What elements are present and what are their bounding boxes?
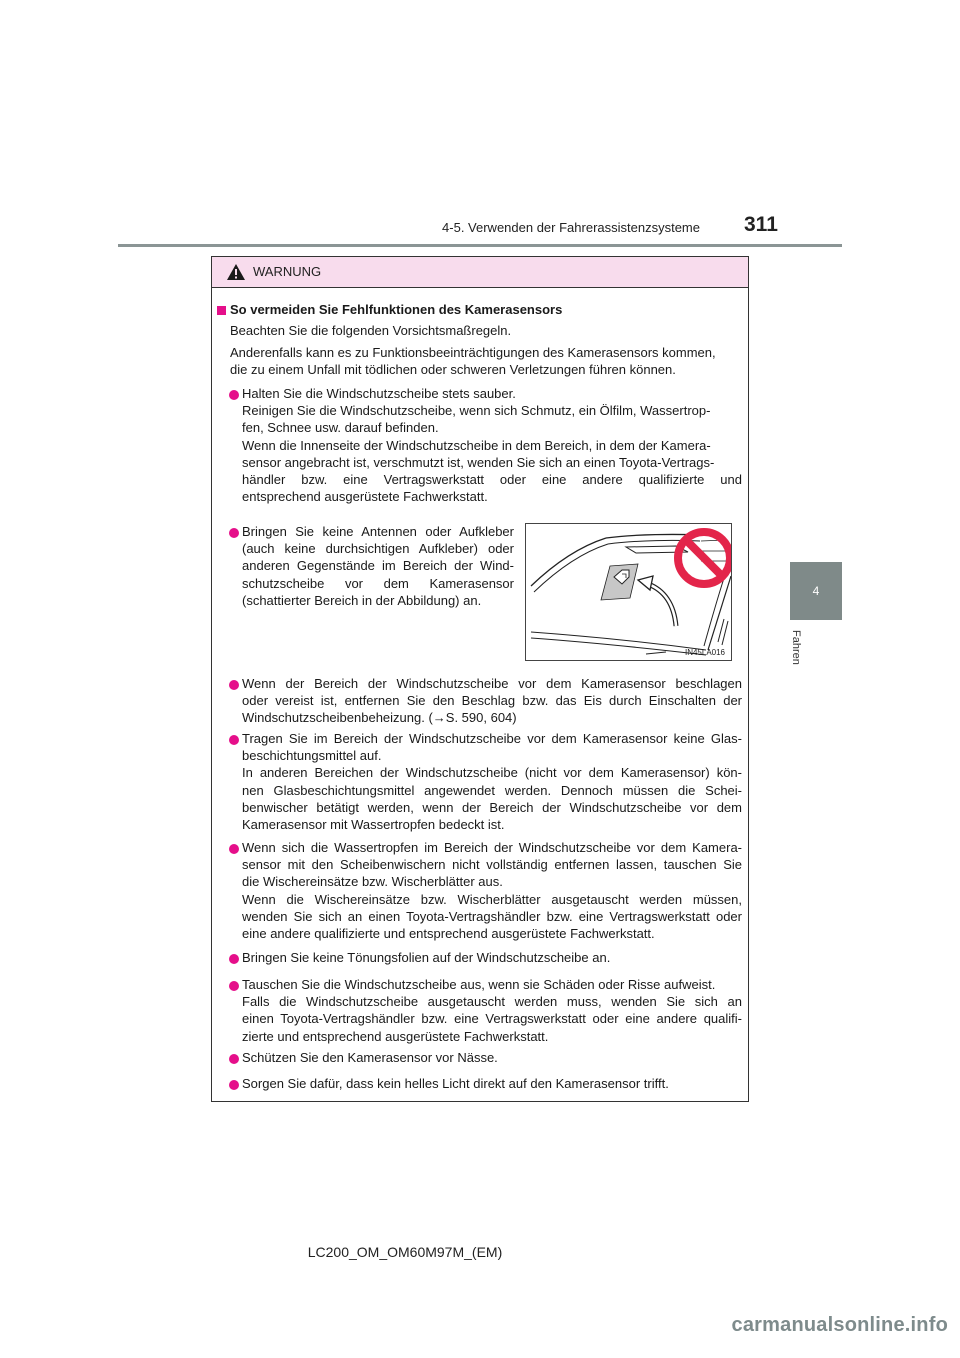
- warning-header: [212, 257, 748, 288]
- bullet-dot: [229, 1080, 239, 1090]
- section-header: 4-5. Verwenden der Fahrerassistenzsysteme: [442, 220, 700, 235]
- page-number: 311: [744, 213, 778, 236]
- bullet-glass-coating: Tragen Sie im Bereich der Windschutzscheibe vor dem Kamerasensor keine Glas- beschichtungsmittel auf. In anderen Bereichen der Windschutzscheibe (nicht vor dem Kamerasensor) kön- nen Glasbeschichtungsmittel angewendet werden. Dennoch müssen die Schei- benwischer betätigt werden, wenn der Bereich der Windschutzscheibe vor dem Kamerasensor mit Wassertropfen bedeckt ist.: [242, 731, 742, 833]
- warning-title: WARNUNG: [253, 264, 322, 279]
- bullet-dot: [229, 735, 239, 745]
- bullet-wiper-blades: Wenn sich die Wassertropfen im Bereich der Windschutzscheibe vor dem Kamera- sensor mit den Scheibenwischern nicht vollständig entfernen lassen, tauschen Sie die Wischereinsätze bzw. Wischerblätter aus. Wenn die Wischereinsätze bzw. Wischerblätter ausgetauscht werden müssen, wenden Sie sich an einen Toyota-Vertragshändler bzw. eine Vertragswerkstatt oder eine andere qualifizierte und entsprechend ausgerüstete Fachwerkstatt.: [242, 840, 742, 942]
- figure-id: IN45LA016: [684, 648, 725, 657]
- bullet-dot: [229, 981, 239, 991]
- bullet-dot: [229, 680, 239, 690]
- bullet-dot: [229, 844, 239, 854]
- document-code: LC200_OM_OM60M97M_(EM): [307, 1244, 503, 1260]
- bullet-dot: [229, 528, 239, 538]
- windshield-illustration: [525, 523, 732, 661]
- bullet-dot: [229, 954, 239, 964]
- warning-triangle-icon: [226, 263, 246, 281]
- bullet-protect-moisture: Schützen Sie den Kamerasensor vor Nässe.: [242, 1050, 498, 1065]
- section-square-bullet: [217, 306, 226, 315]
- bullet-clean-windshield: Halten Sie die Windschutzscheibe stets sauber. Reinigen Sie die Windschutzscheibe, wenn sich Schmutz, ein Ölfilm, Wassertrop- fen, Schnee usw. darauf befinden. Wenn die Innenseite der Windschutzscheibe in dem Bereich, in dem der Kamera- sensor angebracht ist, verschmutzt ist, wenden Sie sich an einen Toyota-Vertrags- händler bzw. eine Vertragswerkstatt oder eine andere qualifizierte und entsprechend ausgerüstete Fachwerkstatt.: [242, 386, 742, 505]
- bullet-defog: Wenn der Bereich der Windschutzscheibe vor dem Kamerasensor beschlagen oder vereist ist, entfernen Sie den Beschlag bzw. das Eis durch Einschalten der Windschutzscheibenbeheizung. (→S. 590, 604): [242, 676, 742, 726]
- intro-consequence: Anderenfalls kann es zu Funktionsbeeinträchtigungen des Kamerasensors kommen, die zu einem Unfall mit tödlichen oder schweren Verletzungen führen können.: [230, 345, 716, 378]
- header-divider: [118, 244, 842, 247]
- watermark: carmanualsonline.info: [731, 1314, 948, 1336]
- bullet-no-stickers: Bringen Sie keine Antennen oder Aufkleber (auch keine durchsichtigen Aufkleber) oder anderen Gegenstände im Bereich der Wind- schutzscheibe vor dem Kamerasensor (schattierter Bereich in der Abbildung) an.: [242, 524, 514, 608]
- warning-box: [211, 256, 749, 1102]
- bullet-replace-windshield: Tauschen Sie die Windschutzscheibe aus, wenn sie Schäden oder Risse aufweist. Falls die Windschutzscheibe ausgetauscht werden muss, wenden Sie sich an einen Toyota-Vertragshändler bzw. eine Vertragswerkstatt oder eine andere qualifi- zierte und entsprechend ausgerüstete Fachwerkstatt.: [242, 977, 742, 1044]
- windshield-drawing: [526, 524, 731, 660]
- section-title: So vermeiden Sie Fehlfunktionen des Kamerasensors: [230, 302, 563, 317]
- intro-text: Beachten Sie die folgenden Vorsichtsmaßregeln.: [230, 323, 512, 338]
- bullet-tint-film: Bringen Sie keine Tönungsfolien auf der Windschutzscheibe an.: [242, 950, 611, 965]
- bullet-dot: [229, 1054, 239, 1064]
- chapter-number: 4: [812, 584, 820, 598]
- chapter-label: Fahren: [790, 630, 802, 665]
- bullet-bright-light: Sorgen Sie dafür, dass kein helles Licht direkt auf den Kamerasensor trifft.: [242, 1076, 669, 1091]
- bullet-dot: [229, 390, 239, 400]
- chapter-tab: [790, 562, 842, 620]
